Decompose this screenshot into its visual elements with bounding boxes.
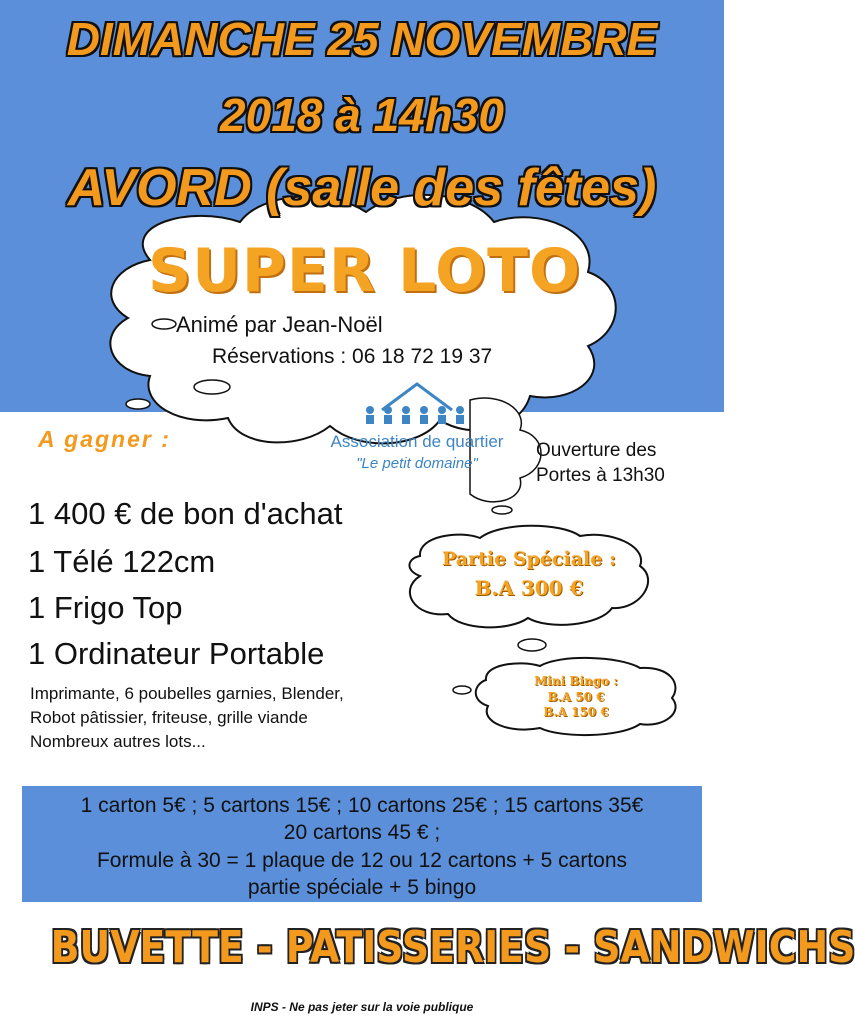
refreshments-banner: BUVETTE - PATISSERIES - SANDWICHS	[50, 922, 855, 973]
mini-bingo-value: B.A 150 €	[543, 705, 609, 719]
pricing-line: partie spéciale + 5 bingo	[247, 876, 477, 899]
opening-line-1: Ouverture des	[536, 440, 657, 461]
prize-item: 1 400 € de bon d'achat	[28, 496, 343, 531]
opening-time	[536, 438, 716, 488]
other-prize-line: Robot pâtissier, friteuse, grille viande	[30, 708, 308, 727]
special-game-title: Partie Spéciale :	[442, 548, 616, 570]
pricing-line: 1 carton 5€ ; 5 cartons 15€ ; 10 cartons 25€ ; 15 cartons 35€	[80, 794, 644, 817]
prize-item: 1 Télé 122cm	[28, 544, 216, 579]
prize-item: 1 Frigo Top	[28, 590, 183, 625]
event-time: 2018 à 14h30	[220, 89, 504, 141]
host-text: Animé par Jean-Noël	[176, 312, 383, 337]
other-prize-line: Nombreux autres lots...	[30, 732, 206, 751]
reservations-text: Réservations : 06 18 72 19 37	[212, 345, 493, 368]
mini-bingo-title: Mini Bingo :	[534, 674, 618, 688]
pricing-line: 20 cartons 45 € ;	[283, 821, 441, 844]
prize-item: 1 Ordinateur Portable	[28, 636, 325, 671]
event-title: SUPER LOTO	[148, 236, 582, 306]
mini-bingo-value: B.A 50 €	[547, 690, 605, 704]
pricing-line: Formule à 30 = 1 plaque de 12 ou 12 cartons + 5 cartons	[96, 849, 627, 872]
special-game-value: B.A 300 €	[474, 576, 584, 600]
other-prize-line: Imprimante, 6 poubelles garnies, Blender,	[30, 684, 344, 703]
event-date: DIMANCHE 25 NOVEMBRE	[66, 13, 658, 65]
footer-notice: INPS - Ne pas jeter sur la voie publique	[250, 1000, 474, 1014]
opening-line-2: Portes à 13h30	[536, 465, 665, 486]
association-name: Association de quartier	[330, 432, 504, 451]
association-subtitle: "Le petit domaine"	[356, 455, 478, 472]
event-place: AVORD (salle des fêtes)	[67, 159, 657, 217]
prizes-heading: A gagner :	[38, 426, 171, 452]
